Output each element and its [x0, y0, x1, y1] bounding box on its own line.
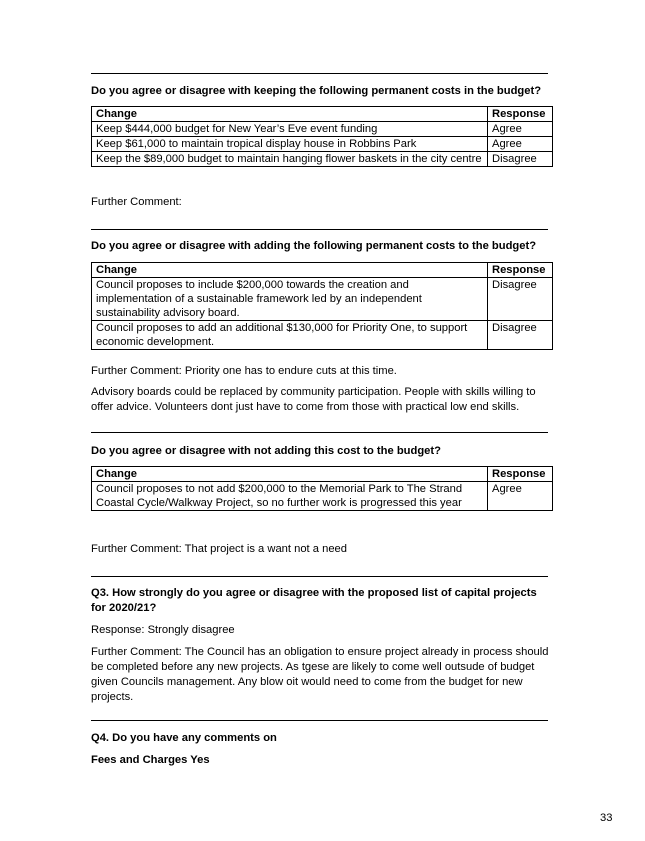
header-response: Response: [488, 107, 553, 122]
response-cell: Disagree: [488, 278, 553, 321]
table-row: [92, 321, 553, 350]
change-cell: Keep the $89,000 budget to maintain hanging flower baskets in the city centre: [92, 152, 488, 167]
further-comment: Further Comment: Priority one has to endure cuts at this time.: [91, 365, 397, 377]
response-cell: Disagree: [488, 152, 553, 167]
response-cell: Disagree: [488, 321, 553, 350]
response-cell: Agree: [488, 122, 553, 137]
section-divider: [91, 720, 548, 721]
table-header-row: [92, 107, 553, 122]
question-not-add-cost: Do you agree or disagree with not adding this cost to the budget?: [91, 445, 441, 457]
add-costs-table: [91, 262, 553, 350]
header-change: Change: [92, 263, 488, 278]
header-change: Change: [92, 467, 488, 482]
comment-paragraph: Advisory boards could be replaced by community participation. People with skills willing to offer advice. Volunteers dont just have to come from those with practical low end skills.: [91, 386, 536, 413]
q3-response: Response: Strongly disagree: [91, 624, 235, 636]
table-header-row: [92, 467, 553, 482]
question-q3: Q3. How strongly do you agree or disagree with the proposed list of capital projects for 2020/21?: [91, 587, 537, 614]
table-row: [92, 137, 553, 152]
table-row: [92, 278, 553, 321]
further-comment: Further Comment:: [91, 196, 182, 208]
question-q4: Q4. Do you have any comments on: [91, 732, 277, 744]
change-cell: Council proposes to add an additional $130,000 for Priority One, to support economic development.: [92, 321, 488, 350]
section-divider: [91, 73, 548, 74]
change-cell: Council proposes to not add $200,000 to the Memorial Park to The Strand Coastal Cycle/Walkway Project, so no further work is progressed this year: [92, 482, 488, 511]
change-cell: Council proposes to include $200,000 towards the creation and implementation of a sustainable framework led by an independent sustainability advisory board.: [92, 278, 488, 321]
response-cell: Agree: [488, 482, 553, 511]
further-comment: Further Comment: That project is a want not a need: [91, 543, 347, 555]
table-row: [92, 122, 553, 137]
change-cell: Keep $444,000 budget for New Year’s Eve event funding: [92, 122, 488, 137]
not-add-cost-table: [91, 466, 553, 511]
header-response: Response: [488, 263, 553, 278]
section-divider: [91, 576, 548, 577]
q3-comment: Further Comment: The Council has an obligation to ensure project already in process should be completed before any new projects. As tgese are likely to come well outsude of budget given Councils management. Any blow oit would need to come from the budget for new projects.: [91, 646, 549, 703]
change-cell: Keep $61,000 to maintain tropical display house in Robbins Park: [92, 137, 488, 152]
page-number: 33: [600, 812, 613, 824]
table-row: [92, 152, 553, 167]
header-change: Change: [92, 107, 488, 122]
section-divider: [91, 229, 548, 230]
question-keep-costs: Do you agree or disagree with keeping the following permanent costs in the budget?: [91, 85, 542, 97]
q4-fees-and-charges: Fees and Charges Yes: [91, 754, 210, 766]
question-add-costs: Do you agree or disagree with adding the following permanent costs to the budget?: [91, 240, 537, 252]
table-row: [92, 482, 553, 511]
header-response: Response: [488, 467, 553, 482]
table-header-row: [92, 263, 553, 278]
section-divider: [91, 432, 548, 433]
keep-costs-table: [91, 106, 553, 167]
response-cell: Agree: [488, 137, 553, 152]
